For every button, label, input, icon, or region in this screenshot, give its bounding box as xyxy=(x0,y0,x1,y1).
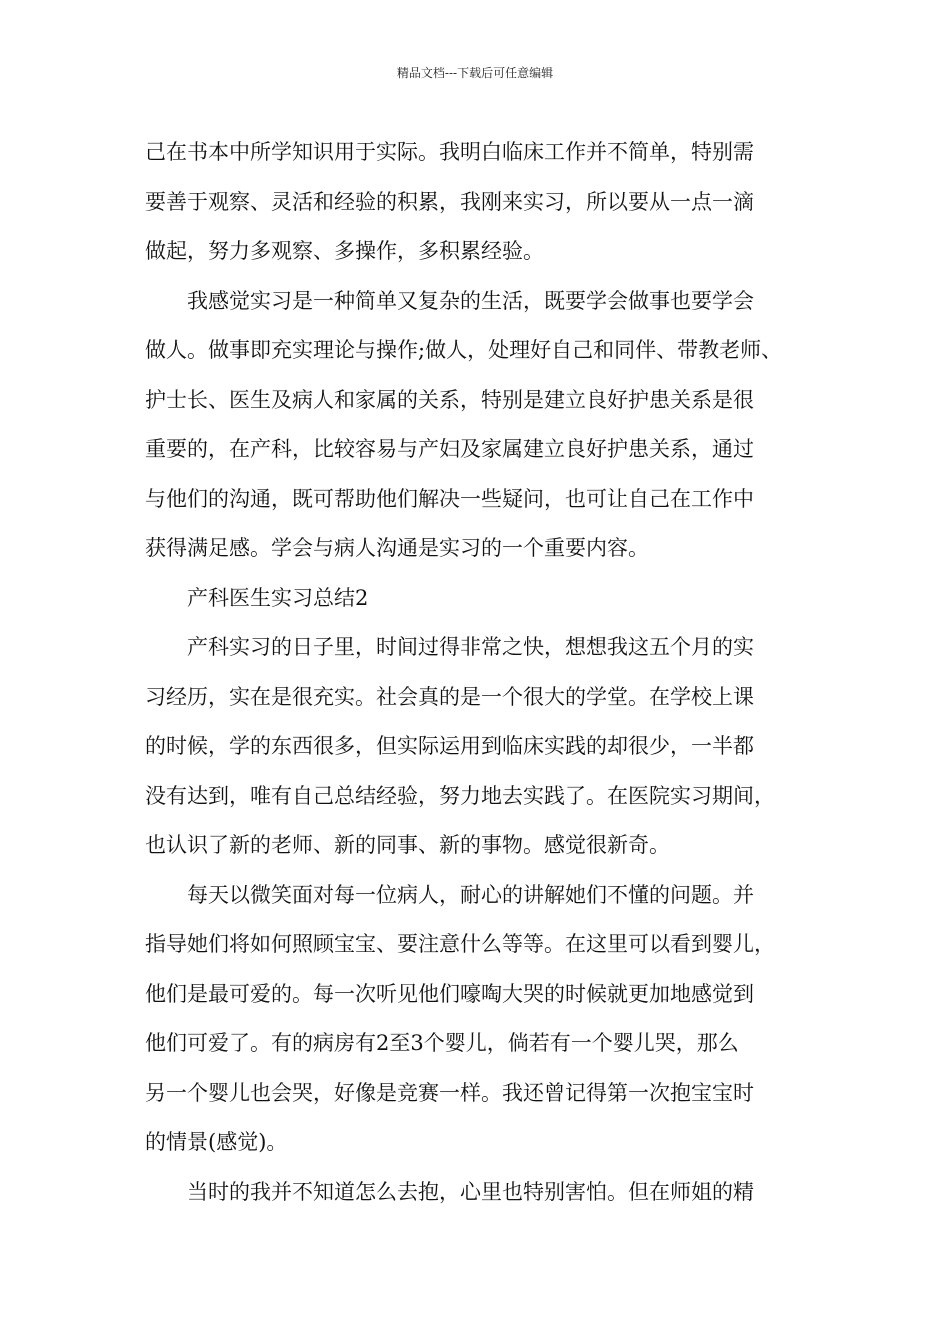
text-line: 重要的，在产科，比较容易与产妇及家属建立良好护患关系，通过 xyxy=(145,437,754,461)
paragraph-start-line: 我感觉实习是一种简单又复杂的生活，既要学会做事也要学会 xyxy=(187,288,754,313)
text-line: 没有达到，唯有自己总结经验，努力地去实践了。在医院实习期间， xyxy=(145,783,775,808)
text-line: 护士长、医生及病人和家属的关系，特别是建立良好护患关系是很 xyxy=(145,387,754,412)
text-line: 的时候，学的东西很多，但实际运用到临床实践的却很少，一半都 xyxy=(145,734,754,758)
paragraph-start-line: 每天以微笑面对每一位病人，耐心的讲解她们不懂的问题。并 xyxy=(187,882,754,907)
text-line: 他们可爱了。有的病房有2至3个婴儿，倘若有一个婴儿哭，那么 xyxy=(145,1031,739,1055)
text-line: 他们是最可爱的。每一次听见他们嚎啕大哭的时候就更加地感觉到 xyxy=(145,981,754,1006)
text-line: 要善于观察、灵活和经验的积累，我刚来实习，所以要从一点一滴 xyxy=(145,189,754,214)
document-body xyxy=(145,128,811,1217)
text-line: 与他们的沟通，既可帮助他们解决一些疑问，也可让自己在工作中 xyxy=(145,486,754,511)
text-line: 习经历，实在是很充实。社会真的是一个很大的学堂。在学校上课 xyxy=(145,684,754,709)
paragraph-start-line: 当时的我并不知道怎么去抱，心里也特别害怕。但在师姐的精 xyxy=(187,1179,754,1204)
paragraph-start-line: 产科实习的日子里，时间过得非常之快，想想我这五个月的实 xyxy=(187,635,754,659)
text-line: 指导她们将如何照顾宝宝、要注意什么等等。在这里可以看到婴儿， xyxy=(145,932,775,956)
text-line: 获得满足感。学会与病人沟通是实习的一个重要内容。 xyxy=(145,536,649,560)
text-line: 的情景(感觉)。 xyxy=(145,1130,288,1154)
text-line: 做起，努力多观察、多操作，多积累经验。 xyxy=(145,239,544,263)
text-line: 也认识了新的老师、新的同事、新的事物。感觉很新奇。 xyxy=(145,833,670,857)
text-line: 己在书本中所学知识用于实际。我明白临床工作并不简单，特别需 xyxy=(145,140,754,164)
text-line: 做人。做事即充实理论与操作;做人，处理好自己和同伴、带教老师、 xyxy=(145,338,783,362)
page-header: 精品文档---下载后可任意编辑 xyxy=(396,66,554,80)
text-line: 另一个婴儿也会哭，好像是竞赛一样。我还曾记得第一次抱宝宝时 xyxy=(145,1080,754,1105)
section-heading: 产科医生实习总结2 xyxy=(187,585,369,610)
